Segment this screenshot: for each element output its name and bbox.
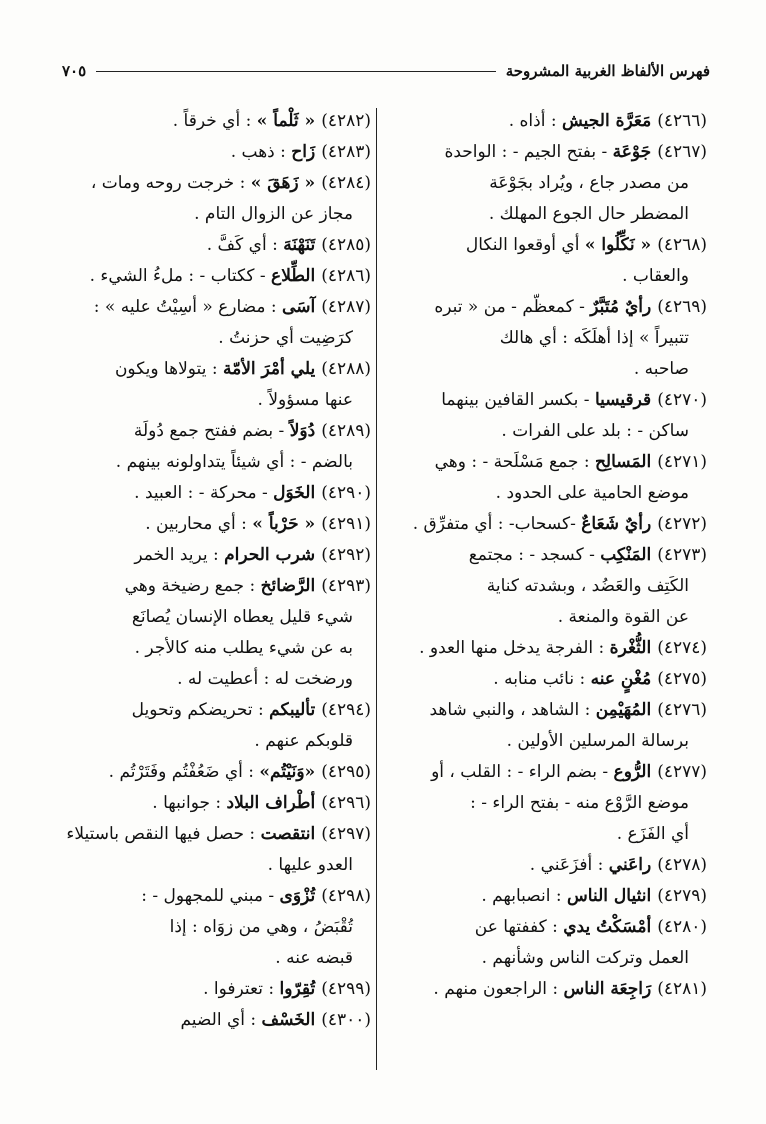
glossary-entry (56, 819, 371, 881)
entry-continuation-line: صاحبه . (633, 359, 689, 379)
entry-gloss: : خرجت روحه ومات ، (90, 173, 246, 193)
entry-continuation-line: بالضم - : أي شيئاً يتداولونه بينهم . (115, 452, 353, 472)
entry-number: (٤٢٩٧) (321, 824, 371, 844)
entry-continuation-line: قبضه عنه . (275, 948, 353, 968)
entry-number: (٤٢٨٥) (321, 235, 371, 255)
entry-number: (٤٢٧٧) (657, 762, 707, 782)
entry-headword: الخَسْف (261, 1010, 316, 1030)
entry-gloss: - كسجد - : مجتمع (468, 545, 595, 565)
entry-gloss: : أذاه . (508, 111, 557, 131)
entry-gloss: : ذهب . (230, 142, 286, 162)
glossary-entry (56, 881, 371, 974)
entry-continuation-line: قلوبكم عنهم . (254, 731, 353, 751)
glossary-entry (392, 633, 707, 664)
entry-headword: رَاجِعَة الناس (563, 979, 652, 999)
glossary-entry (392, 106, 707, 137)
entry-gloss: : أي كَفَّ . (206, 235, 278, 255)
entry-headword: مُغْنٍ عنه (590, 669, 652, 689)
entry-number: (٤٢٩٣) (321, 576, 371, 596)
left-column (56, 106, 371, 1036)
entry-headword: الخَوَل (273, 483, 316, 503)
entry-headword: آسَى (282, 297, 316, 317)
entry-headword: زَاح (291, 142, 316, 162)
entry-continuation-line: موضع الحامية على الحدود . (495, 483, 689, 503)
entry-headword: المُهَيْمِن (595, 700, 652, 720)
entry-headword: « زَهَقَ » (250, 173, 316, 193)
entry-number: (٤٢٧٨) (657, 855, 707, 875)
entry-continuation-line: موضع الرَّوْع منه - بفتح الراء - : (470, 793, 689, 813)
glossary-entry (56, 137, 371, 168)
glossary-entry (392, 292, 707, 385)
entry-number: (٤٣٠٠) (321, 1010, 371, 1030)
entry-gloss: أي أوقعوا النكال (465, 235, 580, 255)
entry-continuation-line: الكَتِف والعَضُد ، وبشدته كناية (486, 576, 689, 596)
entry-continuation-line: أي الفَزَع . (616, 824, 689, 844)
entry-number: (٤٢٧٩) (657, 886, 707, 906)
entry-number: (٤٢٧٣) (657, 545, 707, 565)
glossary-entry (392, 540, 707, 633)
entry-number: (٤٢٩٥) (321, 762, 371, 782)
entry-headword: انثيال الناس (567, 886, 652, 906)
running-title: فهرس الألفاظ الغربية المشروحة (505, 62, 710, 80)
glossary-entry (56, 540, 371, 571)
glossary-entry (392, 850, 707, 881)
glossary-entry (56, 757, 371, 788)
entry-headword: جَوْعَة (612, 142, 652, 162)
page-number: ٧٠٥ (62, 62, 87, 80)
glossary-entry (56, 974, 371, 1005)
entry-headword: الرَّضائخ (260, 576, 316, 596)
entry-gloss: : حصل فيها النقص باستيلاء (66, 824, 256, 844)
entry-gloss: : أي ضَعُفْتُم وفَتَرْتُم . (108, 762, 255, 782)
entry-number: (٤٢٩١) (321, 514, 371, 534)
right-column (392, 106, 707, 1005)
entry-headword: رأيٌ مُتَبَّرٌ (590, 297, 652, 317)
entry-number: (٤٢٦٧) (657, 142, 707, 162)
glossary-entry (56, 354, 371, 416)
entry-headword: الطِّلاع (271, 266, 316, 286)
entry-gloss: : الراجعون منهم . (433, 979, 559, 999)
glossary-entry (392, 912, 707, 974)
glossary-entry (392, 974, 707, 1005)
glossary-entry (56, 695, 371, 757)
entry-number: (٤٢٨٤) (321, 173, 371, 193)
entry-gloss: : كففتها عن (474, 917, 558, 937)
entry-number: (٤٢٨٧) (321, 297, 371, 317)
entry-continuation-line: به عن شيء يطلب منه كالأجر . (134, 638, 353, 658)
glossary-entry (392, 757, 707, 850)
entry-number: (٤٢٩٨) (321, 886, 371, 906)
entry-gloss: - كمعظّم - من « تبره (434, 297, 585, 317)
entry-gloss: : يريد الخمر (134, 545, 219, 565)
entry-continuation-line: عن القوة والمنعة . (557, 607, 689, 627)
entry-headword: راعَني (608, 855, 652, 875)
entry-gloss: - بضم ففتح جمع دُولَة (133, 421, 285, 441)
entry-headword: المَسالِح (594, 452, 652, 472)
entry-number: (٤٢٨٨) (321, 359, 371, 379)
entry-headword: دُوَلاً (289, 421, 316, 441)
entry-gloss: : أي محاربين . (145, 514, 247, 534)
entry-gloss: : يتولاها ويكون (114, 359, 218, 379)
entry-number: (٤٢٧٠) (657, 390, 707, 410)
entry-number: (٤٢٨٩) (321, 421, 371, 441)
entry-continuation-line: ورضخت له : أعطيت له . (177, 669, 353, 689)
entry-continuation-line: العمل وتركت الناس وشأنهم . (481, 948, 689, 968)
glossary-entry (392, 137, 707, 230)
entry-number: (٤٢٨١) (657, 979, 707, 999)
entry-number: (٤٢٦٩) (657, 297, 707, 317)
entry-gloss: - محركة - : العبيد . (134, 483, 268, 503)
entry-headword: الثُّغْرة (609, 638, 652, 658)
glossary-entry (392, 664, 707, 695)
entry-headword: الرُّوع (613, 762, 652, 782)
entry-continuation-line: مجاز عن الزوال التام . (194, 204, 353, 224)
glossary-entry (56, 1005, 371, 1036)
entry-gloss: : جمع مَسْلَحة - : وهي (434, 452, 590, 472)
glossary-entry (56, 292, 371, 354)
entry-headword: أمْسَكْتُ يدي (563, 917, 652, 937)
entry-headword: شرب الحرام (224, 545, 316, 565)
entry-gloss: - مبني للمجهول - : (141, 886, 275, 906)
entry-number: (٤٢٨٦) (321, 266, 371, 286)
entry-gloss: : الشاهد ، والنبي شاهد (429, 700, 591, 720)
entry-number: (٤٢٩٢) (321, 545, 371, 565)
entry-number: (٤٢٩٩) (321, 979, 371, 999)
entry-number: (٤٢٧١) (657, 452, 707, 472)
entry-headword: « نَكِّلُوا » (584, 235, 652, 255)
glossary-entry (56, 261, 371, 292)
entry-number: (٤٢٧٦) (657, 700, 707, 720)
entry-number: (٤٢٩٠) (321, 483, 371, 503)
entry-continuation-line: والعقاب . (622, 266, 689, 286)
entry-continuation-line: عنها مسؤولاً . (257, 390, 353, 410)
entry-number: (٤٢٧٢) (657, 514, 707, 534)
entry-continuation-line: شيء قليل يعطاه الإنسان يُصانَع (131, 607, 353, 627)
entry-gloss: : نائب منابه . (493, 669, 586, 689)
glossary-entry (56, 478, 371, 509)
column-divider (376, 108, 377, 1070)
entry-number: (٤٢٦٦) (657, 111, 707, 131)
entry-headword: مَعَرَّة الجيش (561, 111, 652, 131)
entry-number: (٤٢٩٦) (321, 793, 371, 813)
entry-headword: قرقيسيا (594, 390, 652, 410)
entry-headword: « ثَلْماً » (256, 111, 316, 131)
entry-headword: تُزْوَى (279, 886, 316, 906)
glossary-entry (392, 230, 707, 292)
entry-number: (٤٢٦٨) (657, 235, 707, 255)
glossary-entry (392, 447, 707, 509)
entry-headword: «وَنَيْتُم» (259, 762, 316, 782)
entry-gloss: - بكسر القافين بينهما (441, 390, 590, 410)
entry-gloss: : أفزَعَني . (529, 855, 604, 875)
entry-gloss: - بضم الراء - : القلب ، أو (431, 762, 609, 782)
entry-headword: أطْراف البلاد (226, 793, 316, 813)
glossary-entry (56, 788, 371, 819)
entry-headword: تُقِرّوا (279, 979, 316, 999)
entry-continuation-line: من مصدر جاع ، ويُراد بجَوْعَة (489, 173, 689, 193)
glossary-entry (56, 106, 371, 137)
entry-gloss: : مضارع « أسِيْتُ عليه » : (93, 297, 277, 317)
glossary-entry (56, 230, 371, 261)
glossary-entry (56, 168, 371, 230)
entry-headword: تَنَهْنَهَ (283, 235, 316, 255)
entry-headword: تأليبكم (269, 700, 316, 720)
page-header (62, 58, 710, 84)
entry-gloss: : أي الضيم (180, 1010, 257, 1030)
glossary-entry (392, 695, 707, 757)
entry-gloss: -كسحاب- : أي متفرِّق . (412, 514, 576, 534)
entry-number: (٤٢٧٤) (657, 638, 707, 658)
entry-number: (٤٢٨٣) (321, 142, 371, 162)
header-rule (96, 71, 496, 72)
entry-headword: انتقصت (260, 824, 316, 844)
glossary-entry (392, 881, 707, 912)
glossary-entry (56, 571, 371, 695)
glossary-entry (56, 509, 371, 540)
entry-continuation-line: تتبيراً » إذا أهلَكَه : أي هالك (499, 328, 689, 348)
entry-gloss: : جوانبها . (152, 793, 222, 813)
entry-number: (٤٢٩٤) (321, 700, 371, 720)
entry-gloss: : تحريضكم وتحويل (131, 700, 264, 720)
entry-gloss: : أي خرقاً . (172, 111, 252, 131)
entry-continuation-line: المضطر حال الجوع المهلك . (488, 204, 689, 224)
entry-headword: « حَرْباً » (252, 514, 316, 534)
entry-gloss: : جمع رضيخة وهي (124, 576, 256, 596)
entry-headword: رأيٌ شَعَاعٌ (581, 514, 652, 534)
entry-gloss: - ككتاب - : ملءُ الشيء . (89, 266, 266, 286)
entry-continuation-line: برسالة المرسلين الأولين . (506, 731, 689, 751)
entry-continuation-line: العدو عليها . (267, 855, 353, 875)
entry-number: (٤٢٨٠) (657, 917, 707, 937)
entry-headword: يلي أمْرَ الأمّة (222, 359, 316, 379)
entry-gloss: : تعترفوا . (203, 979, 275, 999)
entry-continuation-line: كرَضِيت أي حزنتُ . (218, 328, 353, 348)
entry-gloss: : انصبابهم . (481, 886, 562, 906)
entry-gloss: : الفرجة يدخل منها العدو . (419, 638, 605, 658)
entry-headword: المَنْكِب (600, 545, 652, 565)
glossary-entry (56, 416, 371, 478)
entry-number: (٤٢٨٢) (321, 111, 371, 131)
entry-continuation-line: تُقْبَضُ ، وهي من زوَاه : إذا (169, 917, 353, 937)
entry-continuation-line: ساكن - : بلد على الفرات . (501, 421, 689, 441)
entry-gloss: - بفتح الجيم - : الواحدة (444, 142, 608, 162)
entry-number: (٤٢٧٥) (657, 669, 707, 689)
glossary-entry (392, 509, 707, 540)
glossary-entry (392, 385, 707, 447)
